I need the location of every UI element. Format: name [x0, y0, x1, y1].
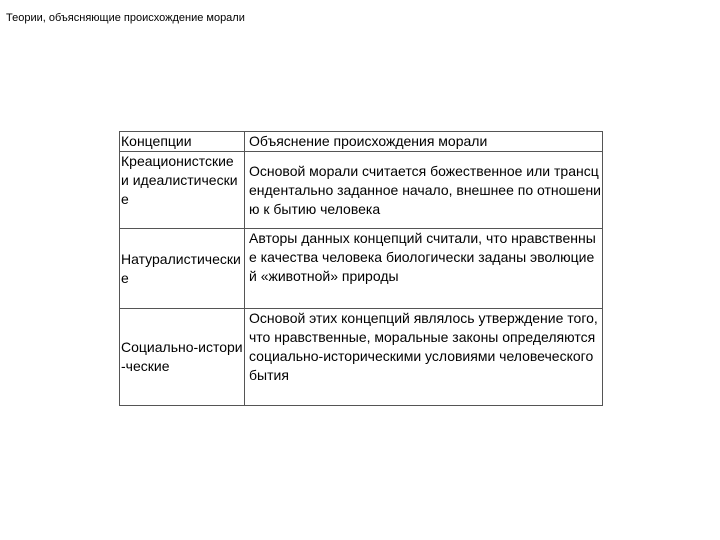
- table-row: [120, 152, 603, 229]
- concept-cell: Креационистские и идеалистические: [120, 152, 245, 229]
- concept-cell: Натуралистические: [120, 229, 245, 309]
- table-row: [120, 309, 603, 406]
- table-row: [120, 229, 603, 309]
- explanation-cell: Основой морали считается божественное или трансцендентально заданное начало, внешнее по отношению к бытию человека: [245, 152, 603, 229]
- page-title: Теории, объясняющие происхождение морали: [6, 12, 245, 24]
- header-concepts: Концепции: [120, 132, 245, 152]
- header-explanation: Объяснение происхождения морали: [245, 132, 603, 152]
- explanation-cell: Основой этих концепций являлось утверждение того, что нравственные, моральные законы определяются социально-историческими условиями человеческого бытия: [245, 309, 603, 406]
- table-header-row: [120, 132, 603, 152]
- concept-cell: Социально-истори-ческие: [120, 309, 245, 406]
- explanation-cell: Авторы данных концепций считали, что нравственные качества человека биологически заданы эволюцией «животной» природы: [245, 229, 603, 309]
- theories-table: [119, 131, 603, 406]
